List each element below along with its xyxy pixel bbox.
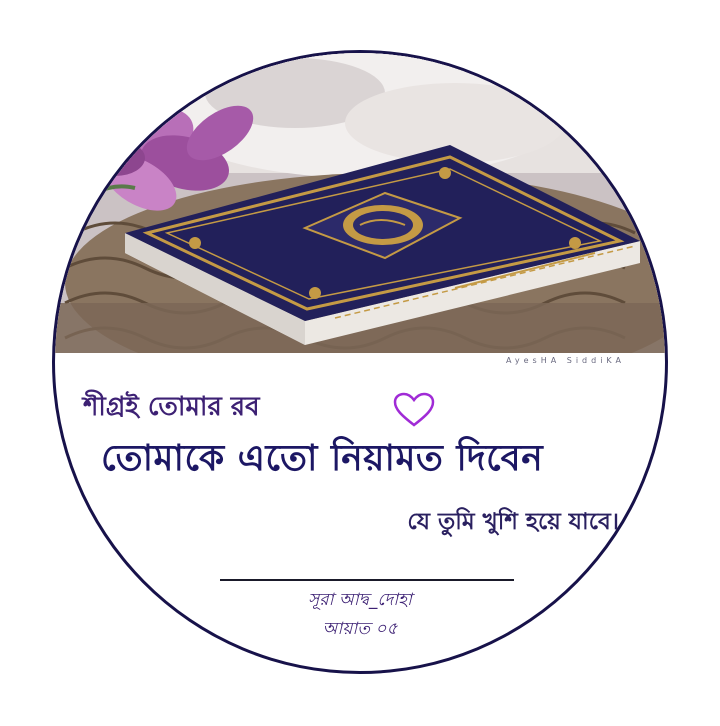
quote-line-1: শীগ্রই তোমার রব [83,392,260,422]
divider [220,579,514,581]
quran-photo [55,53,665,353]
quote-line-3: যে তুমি খুশি হয়ে যাবে। [407,509,619,535]
quote-line-2: তোমাকে এতো নিয়ামত দিবেন [101,438,544,479]
watermark: AyesHA SiddiKA [505,356,625,365]
heart-outline-icon [391,391,437,429]
ayah-reference: আয়াত ০৫ [322,619,398,639]
surah-reference: সূরা আদ্ব_দোহা [308,590,412,610]
circular-frame [52,50,668,674]
